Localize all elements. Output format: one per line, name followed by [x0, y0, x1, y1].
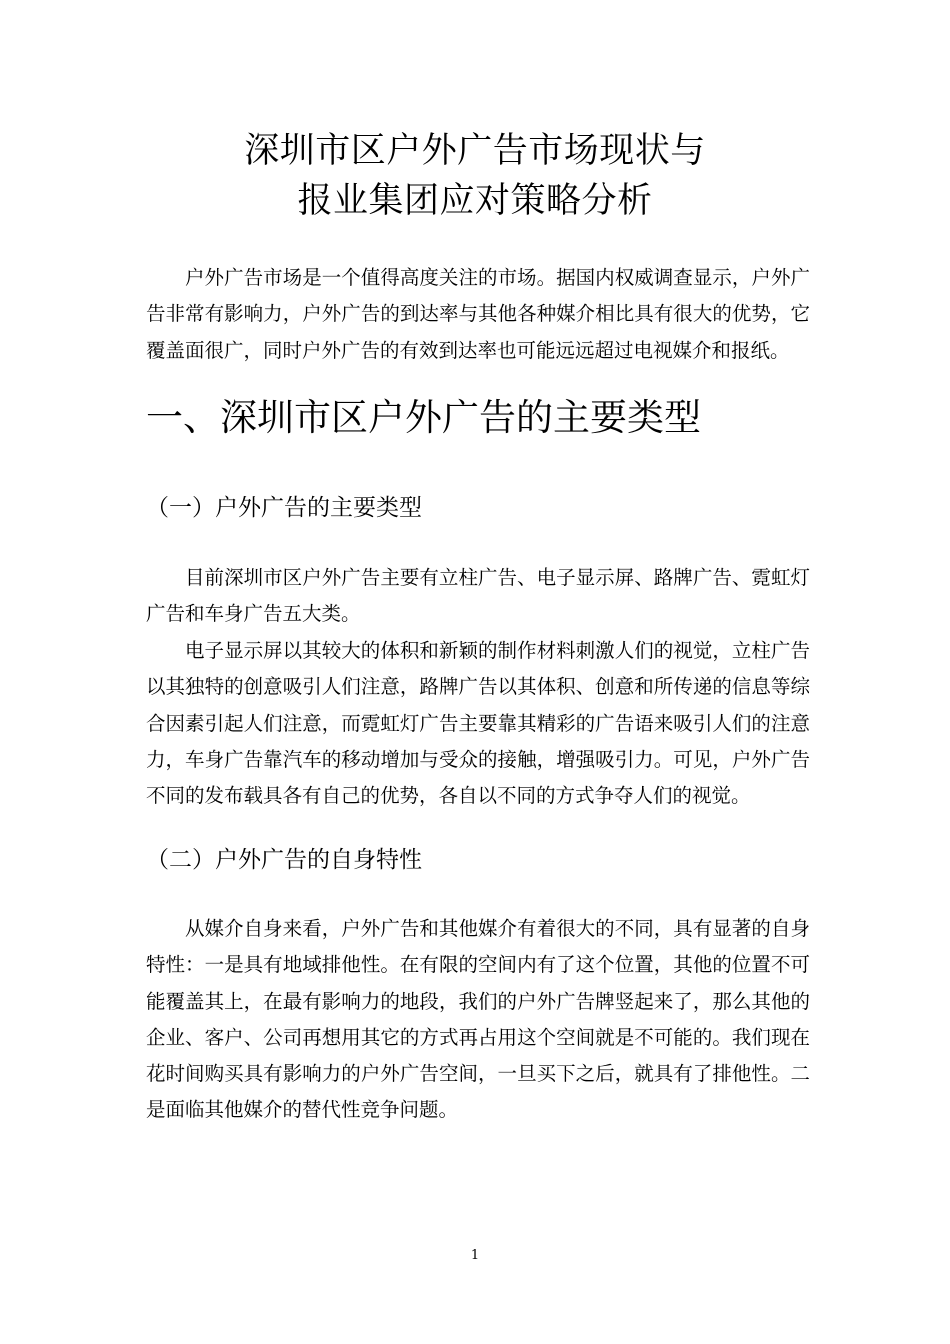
- section-1-heading: 一、深圳市区户外广告的主要类型: [146, 396, 701, 439]
- subsection-1-paragraph-1: 目前深圳市区户外广告主要有立柱广告、电子显示屏、路牌广告、霓虹灯广告和车身广告五大类。: [146, 566, 810, 626]
- subsection-1-paragraph-2: 电子显示屏以其较大的体积和新颖的制作材料刺激人们的视觉，立柱广告以其独特的创意吸引人们注意，路牌广告以其体积、创意和所传递的信息等综合因素引起人们注意，而霓虹灯广告主要靠其精彩的广告语来吸引人们的注意力，车身广告靠汽车的移动增加与受众的接触，增强吸引力。可见，户外广告不同的发布载具各有自己的优势，各自以不同的方式争夺人们的视觉。: [146, 639, 810, 808]
- subsection-1-heading: （一）户外广告的主要类型: [146, 495, 422, 521]
- subsection-2-paragraph-1: 从媒介自身来看，户外广告和其他媒介有着很大的不同，具有显著的自身特性：一是具有地域排他性。在有限的空间内有了这个位置，其他的位置不可能覆盖其上，在最有影响力的地段，我们的户外广告牌竖起来了，那么其他的企业、客户、公司再想用其它的方式再占用这个空间就是不可能的。我们现在花时间购买具有影响力的户外广告空间，一旦买下之后，就具有了排他性。二是面临其他媒介的替代性竞争问题。: [146, 917, 810, 1122]
- document-title-line-1: 深圳市区户外广告市场现状与: [244, 131, 706, 171]
- subsection-2-heading: （二）户外广告的自身特性: [146, 847, 422, 873]
- document-title-line-2: 报业集团应对策略分析: [297, 181, 653, 221]
- page-number: 1: [470, 1248, 480, 1263]
- intro-paragraph: 户外广告市场是一个值得高度关注的市场。据国内权威调查显示，户外广告非常有影响力，户外广告的到达率与其他各种媒介相比具有很大的优势，它覆盖面很广，同时户外广告的有效到达率也可能远远超过电视媒介和报纸。: [146, 266, 810, 362]
